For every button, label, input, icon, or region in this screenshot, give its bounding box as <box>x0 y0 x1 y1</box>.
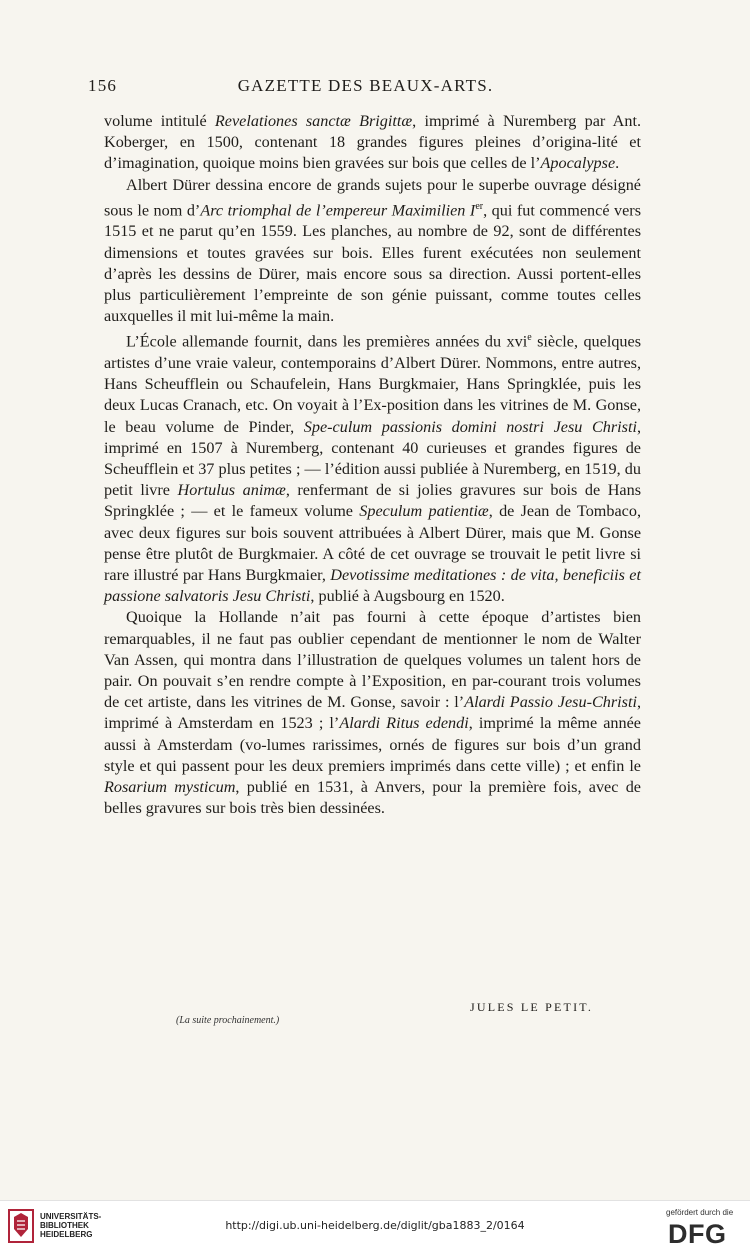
text-run: , renfermant de si jolies gravures sur bois de Hans Springklée ; — et le fameux volume <box>104 481 641 521</box>
digitization-footer <box>0 1200 750 1254</box>
book-title: Alardi Passio Jesu-Christi <box>464 693 637 712</box>
book-title: Hortulus animæ <box>177 481 286 500</box>
paragraph-1 <box>104 111 641 175</box>
page-number: 156 <box>88 76 118 95</box>
text-run: , imprimé à Amsterdam en 1523 ; l’ <box>104 693 641 733</box>
author-signature: JULES LE PETIT. <box>470 1000 594 1014</box>
text-run: L’École allemande fournit, dans les premières années du xvi <box>126 332 528 351</box>
text-run: siècle, quelques artistes d’une vraie valeur, contemporains d’Albert Dürer. Nommons, entre autres, Hans Scheufflein ou Schaufelein, Hans Burgkmaier, Hans Springklée, puis les deux Lucas Cranach, etc. On voyait à l’Ex-position dans les vitrines de M. Gonse, le beau volume de Pinder, <box>104 332 641 436</box>
permalink-url[interactable]: http://digi.ub.uni-heidelberg.de/diglit/gba1883_2/0164 <box>225 1219 525 1232</box>
running-title: GAZETTE DES BEAUX-ARTS. <box>237 76 494 95</box>
superscript: er <box>475 200 484 212</box>
page-header <box>88 76 643 104</box>
superscript: e <box>527 332 532 344</box>
text-run: Quoique la Hollande n’ait pas fourni à cette époque d’artistes bien remarquables, il ne faut pas oublier cependant de mentionner le nom de Walter Van Assen, qui montra dans l’illustration de quelques volumes un talent hors de pair. On pouvait s’en rendre compte à l’Exposition, en par-courant trois volumes de cet artiste, dans les vitrines de M. Gonse, savoir : l’ <box>104 608 641 712</box>
book-title: Rosarium mysticum <box>104 778 236 797</box>
book-title: Devotissime meditationes : de vita, beneficiis et passione salvatoris Jesu Christi <box>104 566 641 606</box>
text-run: , imprimé en 1507 à Nuremberg, contenant 40 curieuses et grandes figures de Scheufflein et 37 plus petites ; — l’édition aussi publiée à Nuremberg, en 1519, du petit livre <box>104 417 641 500</box>
paragraph-4 <box>104 607 641 819</box>
paragraph-3 <box>104 327 641 607</box>
text-run: , publié à Augsbourg en 1520. <box>310 587 505 606</box>
library-name-line: HEIDELBERG <box>40 1230 93 1239</box>
library-name-line: UNIVERSITÄTS- <box>40 1212 102 1221</box>
library-name-line: BIBLIOTHEK <box>40 1221 89 1230</box>
text-run: , qui fut commencé vers 1515 et ne parut qu’en 1559. Les planches, au nombre de 92, sont de différentes dimensions et toutes gravées sur bois. Elles furent exécutées non seulement d’après les dessins de Dürer, mais encore sous sa direction. Aussi portent-elles plus particulièrement l’empreinte de son génie puissant, comme toutes celles auxquelles il mit lui-même la main. <box>104 201 641 326</box>
sponsor-caption: gefördert durch die <box>666 1208 734 1217</box>
paragraph-2 <box>104 175 641 328</box>
text-run: volume intitulé <box>104 112 215 130</box>
book-title: Spe-culum passionis domini nostri Jesu Christi <box>303 417 637 436</box>
article-body <box>104 111 641 819</box>
text-run: , de Jean de Tombaco, avec deux figures sur bois souvent attribuées à Albert Dürer, mais que M. Gonse pense être plutôt de Burgkmaier. A côté de cet ouvrage se trouvait le petit livre si rare illustré par Hans Burgkmaier, <box>104 502 641 585</box>
text-run: . <box>615 154 620 173</box>
book-title: Alardi Ritus edendi <box>339 714 469 733</box>
continuation-note: (La suite prochainement.) <box>176 1015 280 1026</box>
text-run: , imprimé à Nuremberg par Ant. Koberger, en 1500, contenant 18 grandes figures pleines d’origina-lité et d’imagination, quoique moins bien gravées sur bois que celles de l’ <box>104 112 641 173</box>
book-title: Arc triomphal de l’empereur Maximilien I <box>200 201 476 220</box>
text-run: , imprimé la même année aussi à Amsterdam (vo-lumes rarissimes, ornés de figures sur bois d’un grand style et qui passent pour les deux premiers imprimés dans cette ville) ; et enfin le <box>104 714 641 775</box>
text-run: Albert Dürer dessina encore de grands sujets pour le superbe ouvrage désigné sous le nom d’ <box>104 175 641 220</box>
book-title: Revelationes sanctæ Brigittæ <box>214 112 413 130</box>
book-title: Apocalypse <box>540 154 616 173</box>
dfg-logo: DFG <box>668 1219 727 1249</box>
book-title: Speculum patientiæ <box>359 502 489 521</box>
text-run: , publié en 1531, à Anvers, pour la première fois, avec de belles gravures sur bois très bien dessinées. <box>104 778 641 818</box>
